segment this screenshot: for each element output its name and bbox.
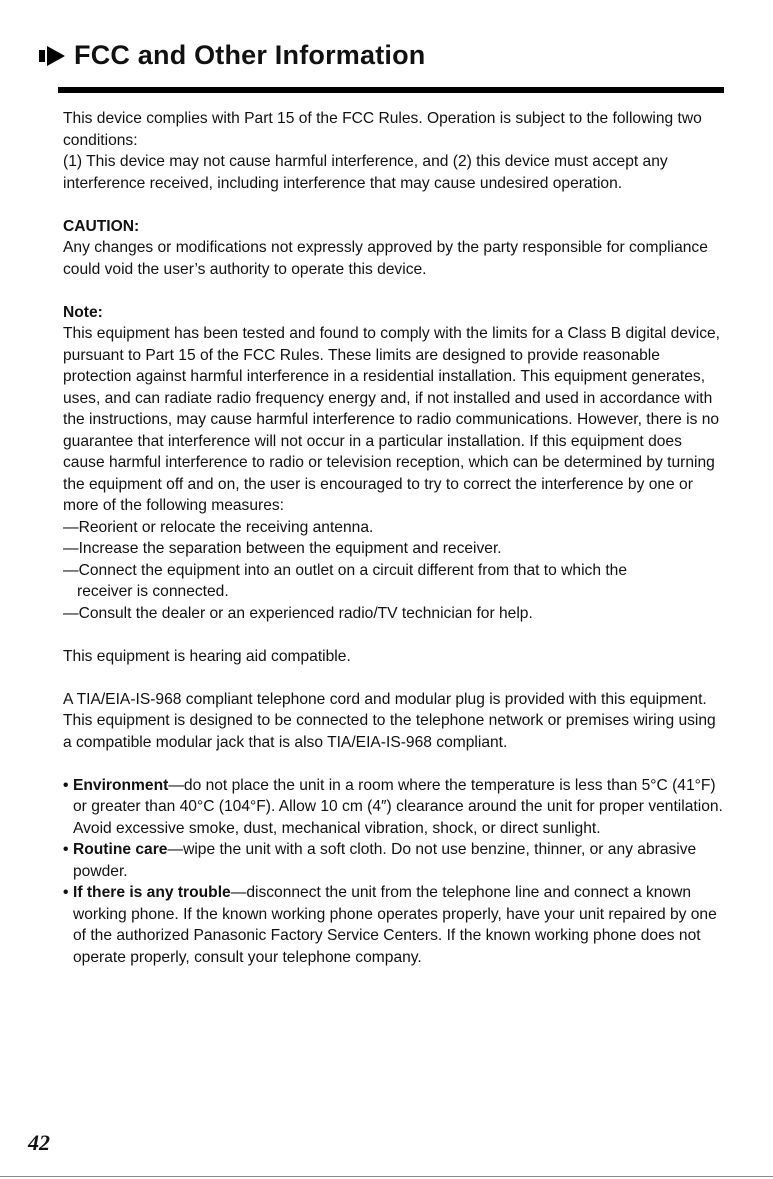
bullet-label: Environment xyxy=(73,776,169,794)
measure-item: —Consult the dealer or an experienced radio/TV technician for help. xyxy=(63,604,533,622)
bullet-label: Routine care xyxy=(73,841,168,858)
note-section xyxy=(63,302,723,625)
measure-item: —Increase the separation between the equipment and receiver. xyxy=(63,540,502,557)
page-title: FCC and Other Information xyxy=(74,40,426,70)
bullet-item-environment xyxy=(63,775,723,840)
note-text: This equipment has been tested and found to comply with the limits for a Class B digital device, pursuant to Part 15 of the FCC Rules. These limits are designed to provide reasonable protection against harmful interference in a residential installation. This equipment generates, uses, and can radiate radio frequency energy and, if not installed and used in accordance with the instructions, may cause harmful interference to radio communications. However, there is no guarantee that interference will not occur in a particular installation. If this equipment does cause harmful interference to radio or television reception, which can be determined by turning the equipment off and on, the user is encouraged to try to correct the interference by one or more of the following measures: xyxy=(63,325,721,514)
bullet-dot-icon: • xyxy=(63,884,69,901)
bullet-label: If there is any trouble xyxy=(73,884,231,901)
measure-item: —Connect the equipment into an outlet on a circuit different from that to which the xyxy=(63,561,628,579)
bullet-dot-icon: • xyxy=(63,841,69,858)
bullet-dot-icon: • xyxy=(63,776,69,794)
page-content xyxy=(63,108,723,968)
page-number: 42 xyxy=(28,1130,50,1155)
bullet-text: —wipe the unit with a soft cloth. Do not use benzine, thinner, or any abrasive powder. xyxy=(73,841,697,880)
intro-paragraph xyxy=(63,108,723,194)
section-header xyxy=(38,40,728,71)
bullet-item-routine-care xyxy=(63,839,723,882)
caution-heading: CAUTION: xyxy=(63,217,140,235)
caution-section xyxy=(63,216,723,281)
page-bottom-edge xyxy=(0,1176,773,1177)
intro-text-2: (1) This device may not cause harmful interference, and (2) this device must accept any interference received, including interference that may cause undesired operation. xyxy=(63,153,668,192)
measure-item-continuation: receiver is connected. xyxy=(77,583,229,600)
measure-item: —Reorient or relocate the receiving antenna. xyxy=(63,518,374,536)
care-bullet-list xyxy=(63,775,723,969)
intro-text-1: This device complies with Part 15 of the FCC Rules. Operation is subject to the following two conditions: xyxy=(63,110,702,149)
bullet-text: —do not place the unit in a room where the temperature is less than 5°C (41°F) or greater than 40°C (104°F). Allow 10 cm (4″) clearance around the unit for proper ventilation. Avoid excessive smoke, dust, mechanical vibration, shock, or direct sunlight. xyxy=(73,776,723,837)
bullet-text: —disconnect the unit from the telephone line and connect a known working phone. If the known working phone operates properly, have your unit repaired by one of the authorized Panasonic Factory Service Centers. If the known working phone does not operate properly, consult your telephone company. xyxy=(73,884,717,966)
caution-text: Any changes or modifications not expressly approved by the party responsible for compliance could void the user’s authority to operate this device. xyxy=(63,239,708,278)
tia-text: A TIA/EIA-IS-968 compliant telephone cord and modular plug is provided with this equipment. This equipment is designed to be connected to the telephone network or premises wiring using a compatible modular jack that is also TIA/EIA-IS-968 compliant. xyxy=(63,690,716,751)
note-heading: Note: xyxy=(63,303,103,321)
hearing-aid-text: This equipment is hearing aid compatible. xyxy=(63,647,351,665)
title-underline xyxy=(58,87,724,93)
bullet-item-trouble xyxy=(63,882,723,968)
arrow-icon xyxy=(38,44,66,68)
